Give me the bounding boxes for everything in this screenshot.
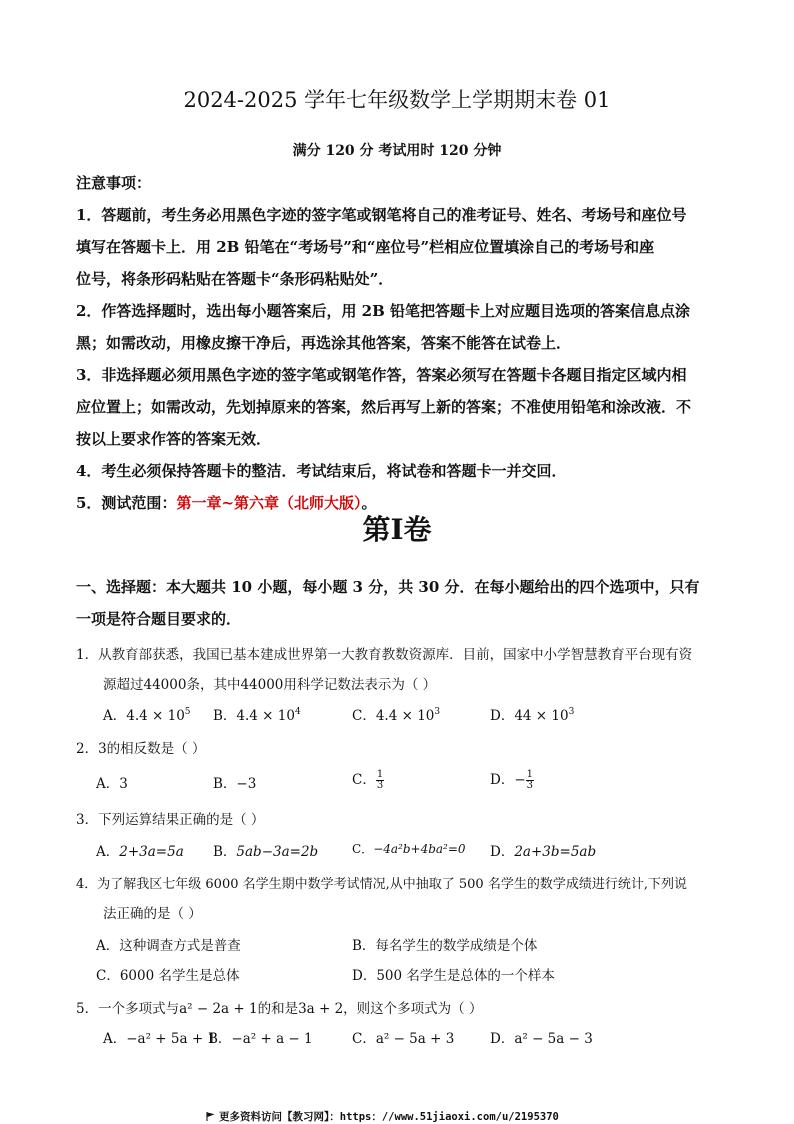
notice-line: 3．非选择题必须用黑色字迹的签字笔或钢笔作答，答案必须写在答题卡各题目指定区域内相 — [76, 366, 687, 384]
question-1-option-a: A．$4.4 \times 10^5$ — [103, 707, 191, 724]
question-1-stem: 1．从教育部获悉，我国已基本建成世界第一大教育教数资源库．目前，国家中小学智慧教育平台现有资 — [76, 647, 693, 663]
fraction: $\frac{1}{3}$ — [526, 769, 534, 791]
test-scope-label: 5．测试范围： — [76, 494, 177, 512]
question-1-option-b: B．$4.4 \times 10^4$ — [213, 707, 301, 724]
test-scope-end: 。 — [361, 494, 377, 512]
notice-heading: 注意事项： — [76, 174, 152, 192]
fraction: $\frac{1}{3}$ — [376, 769, 384, 791]
question-3-stem: 3．下列运算结果正确的是（ ） — [76, 812, 265, 828]
question-3-option-b: B．5ab−3a=2b — [213, 844, 319, 860]
question-4-stem: 法正确的是（ ） — [103, 906, 202, 922]
footer-text: 更多资料访问【教习网】：https：//www.51jiaoxi.com/u/2195370 — [219, 1111, 559, 1123]
question-5-option-c: C．a² − 5a + 3 — [352, 1031, 455, 1047]
question-5-option-a: A．−a² + 5a + 1 — [103, 1031, 217, 1047]
part-one-instruction: 一项是符合题目要求的． — [76, 610, 242, 628]
question-1-option-c: C．$4.4 \times 10^3$ — [352, 707, 441, 724]
question-4-stem: 4．为了解我区七年级 6000 名学生期中数学考试情况,从中抽取了 500 名学生的数学成绩进行统计,下列说 — [76, 877, 687, 892]
question-4-option-a: A．这种调查方式是普查 — [96, 938, 241, 954]
exam-title: 2024-2025 学年七年级数学上学期期末卷 01 — [183, 88, 611, 112]
question-1-stem: 源超过44000条，其中44000用科学记数法表示为（ ） — [103, 677, 437, 693]
notice-line: 4．考生必须保持答题卡的整洁．考试结束后，将试卷和答题卡一并交回． — [76, 462, 567, 480]
question-5-stem: 5．一个多项式与a² − 2a + 1的和是3a + 2，则这个多项式为（ ） — [76, 1001, 483, 1017]
footer-link[interactable] — [206, 1109, 559, 1124]
question-3-option-d: D．2a+3b=5ab — [490, 844, 597, 860]
flag-icon — [206, 1112, 215, 1121]
question-2-option-a: A．3 — [96, 776, 128, 792]
question-2-option-b: B．−3 — [213, 776, 257, 792]
notice-line: 位号，将条形码粘贴在答题卡“条形码粘贴处”． — [76, 270, 394, 288]
question-4-option-c: C．6000 名学生是总体 — [96, 968, 240, 984]
question-4-option-d: D．500 名学生是总体的一个样本 — [352, 968, 555, 984]
section-heading: 第Ⅰ卷 — [362, 513, 432, 546]
question-3-option-a: A．2+3a=5a — [96, 844, 184, 860]
notice-line: 1．答题前，考生务必用黑色字迹的签字笔或钢笔将自己的准考证号、姓名、考场号和座位号 — [76, 206, 687, 224]
question-2-option-d: D．− $\frac{1}{3}$ — [490, 769, 534, 791]
question-2-option-c: C． $\frac{1}{3}$ — [352, 769, 384, 791]
question-5-option-d: D．a² − 5a − 3 — [490, 1031, 593, 1047]
question-3-option-c: C．−4a²b+4ba²=0 — [352, 842, 466, 856]
test-scope-range: 第一章~第六章（北师大版） — [176, 494, 362, 512]
notice-line: 2．作答选择题时，选出每小题答案后，用 2B 铅笔把答题卡上对应题目选项的答案信息点涂 — [76, 302, 691, 320]
notice-line: 按以上要求作答的答案无效． — [76, 430, 272, 448]
question-5-option-b: B．−a² + a − 1 — [208, 1031, 313, 1047]
part-one-instruction: 一、选择题：本大题共 10 小题，每小题 3 分，共 30 分．在每小题给出的四个选项中，只有 — [76, 578, 700, 596]
question-2-stem: 2．3的相反数是（ ） — [76, 741, 206, 757]
question-1-option-d: D．$44 \times 10^3$ — [490, 707, 575, 724]
notice-line: 黑；如需改动，用橡皮擦干净后，再选涂其他答案，答案不能答在试卷上． — [76, 334, 572, 352]
notice-line: 应位置上；如需改动，先划掉原来的答案，然后再写上新的答案；不准使用铅笔和涂改液．不 — [76, 398, 692, 416]
notice-line: 填写在答题卡上．用 2B 铅笔在“考场号”和“座位号”栏相应位置填涂自己的考场号和座 — [76, 238, 655, 256]
exam-subtitle: 满分 120 分 考试用时 120 分钟 — [292, 143, 502, 159]
question-4-option-b: B．每名学生的数学成绩是个体 — [352, 938, 538, 954]
